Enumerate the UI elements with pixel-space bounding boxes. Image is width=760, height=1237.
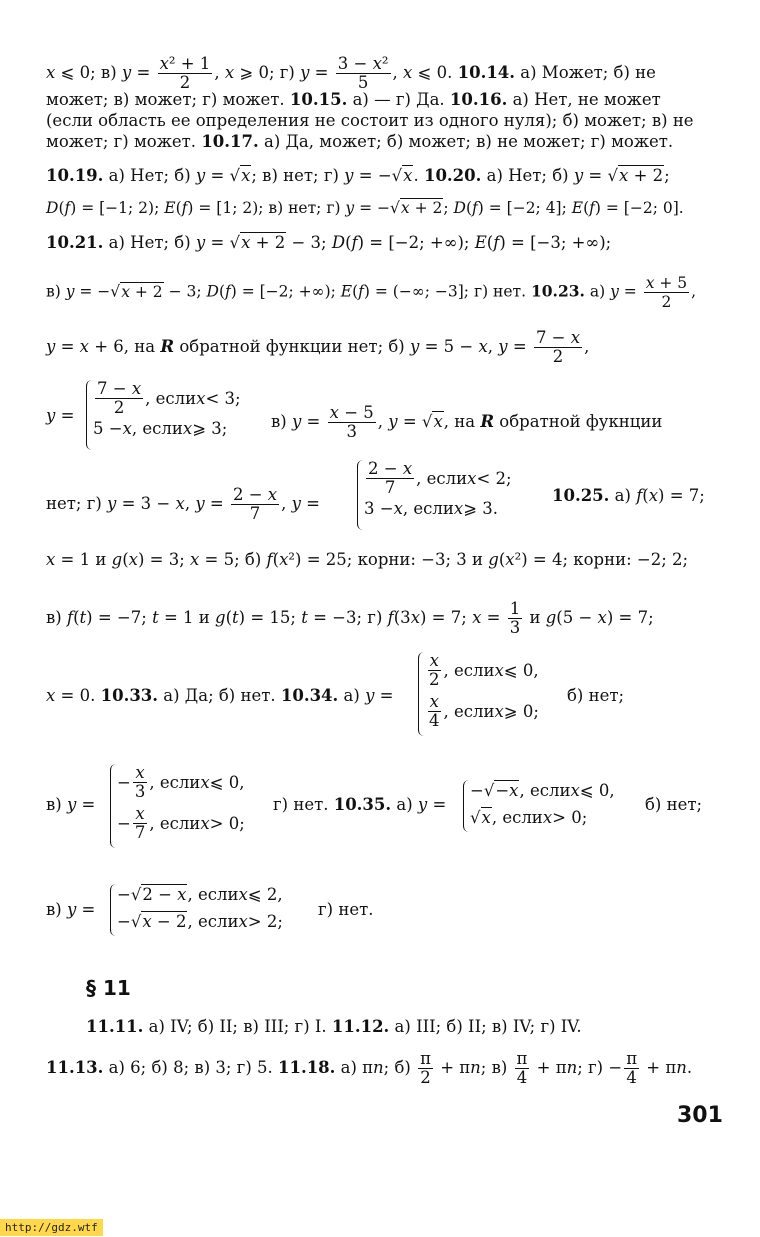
answer-line-11b: 10.25. а) f(x) = 7; xyxy=(552,486,705,505)
answer-line-3: (если область ее определения не состоит из одного нуля); б) может; в) не xyxy=(46,111,694,130)
answer-line-13: в) f(t) = −7; t = 1 и g(t) = 15; t = −3; г) f(3x) = 7; x = $\frac{1}{3}$ и g(5 − x) = 7; xyxy=(46,599,654,637)
answer-line-4: может; г) может. 10.17. а) Да, может; б) может; в) не может; г) может. xyxy=(46,132,674,151)
answer-line-1: x ⩽ 0; в) y = $\frac{\text{x² + 1}}{2}$ , x ⩾ 0; г) y = $\frac{\text{3 − x²}}{5}$ , x ⩽ 0. 10.14. а) Может; б) не xyxy=(46,54,656,92)
piecewise-10-24-g: $\frac{2 - x}{7}$ , если x < 2; 3 − x , если x ⩾ 3. xyxy=(357,460,512,530)
answer-line-16b: г) нет. xyxy=(318,900,374,919)
page-number: 301 xyxy=(677,1103,723,1128)
answer-line-12: x = 1 и g(x) = 3; x = 5; б) f(x²) = 25; корни: −3; 3 и g(x²) = 4; корни: −2; 2; xyxy=(46,550,689,569)
answer-line-14b: б) нет; xyxy=(567,686,625,705)
answer-line-6: D(f) = [−1; 2); E(f) = [1; 2); в) нет; г) y = −√x + 2; D(f) = [−2; 4]; E(f) = [−2; 0]. xyxy=(46,199,684,217)
answer-line-11a: нет; г) y = 3 − x, y = $\frac{2 - x}{7}$ , y = xyxy=(46,485,321,523)
answer-line-16a: в) y = xyxy=(46,900,96,919)
answer-line-7: 10.21. а) Нет; б) y = √x + 2 − 3; D(f) = [−2; +∞); E(f) = [−3; +∞); xyxy=(46,233,612,252)
y-equals-label: y = xyxy=(46,406,75,425)
piecewise-10-35-v: −√ 2 − x , если x ⩽ 2, −√ x − 2 , если x > 2; xyxy=(110,884,283,936)
section-heading: § 11 xyxy=(86,976,131,1000)
answer-line-5: 10.19. а) Нет; б) y = √x; в) нет; г) y = −√x. 10.20. а) Нет; б) y = √x + 2; xyxy=(46,166,670,185)
piecewise-10-24: $\frac{7 - x}{2}$ , если x < 3; 5 − x , если x ⩾ 3; xyxy=(86,380,241,450)
answer-line-15c: б) нет; xyxy=(645,795,703,814)
answer-line-2: может; в) может; г) может. 10.15. а) — г) Да. 10.16. а) Нет, не может xyxy=(46,90,661,109)
answer-line-18: 11.13. а) 6; б) 8; в) 3; г) 5. 11.18. а) πn; б) $\frac{\pi}{2}$ + πn; в) $\frac{\pi}{4}$ + πn; г) − $\frac{\pi}{4}$ + πn. xyxy=(46,1049,693,1087)
answer-line-10-rest: в) y = $\frac{x - 5}{3}$ , y = √x, на R обратной фукнции xyxy=(271,403,663,441)
answer-line-15a: в) y = xyxy=(46,795,96,814)
answer-line-17: 11.11. а) IV; б) II; в) III; г) I. 11.12. а) III; б) II; в) IV; г) IV. xyxy=(86,1017,582,1036)
answer-line-9: y = x + 6, на R обратной функции нет; б) y = 5 − x, y = $\frac{7 - x}{2}$ , xyxy=(46,328,590,366)
piecewise-10-35: −√ −x , если x ⩽ 0, √ x , если x > 0; xyxy=(463,780,615,832)
answer-line-14a: x = 0. 10.33. а) Да; б) нет. 10.34. а) y = xyxy=(46,686,394,705)
watermark-link[interactable]: http://gdz.wtf xyxy=(0,1219,103,1236)
piecewise-10-34: $\frac{x}{2}$ , если x ⩽ 0, $\frac{x}{4}$ , если x ⩾ 0; xyxy=(418,652,539,736)
answer-line-8: в) y = −√x + 2 − 3; D(f) = [−2; +∞); E(f) = (−∞; −3]; г) нет. 10.23. а) y = $\frac{x + 5}{2}$ , xyxy=(46,274,697,311)
answer-line-15b: г) нет. 10.35. а) y = xyxy=(273,795,447,814)
piecewise-10-34-v: − $\frac{x}{3}$ , если x ⩽ 0, − $\frac{x}{7}$ , если x > 0; xyxy=(110,764,245,848)
